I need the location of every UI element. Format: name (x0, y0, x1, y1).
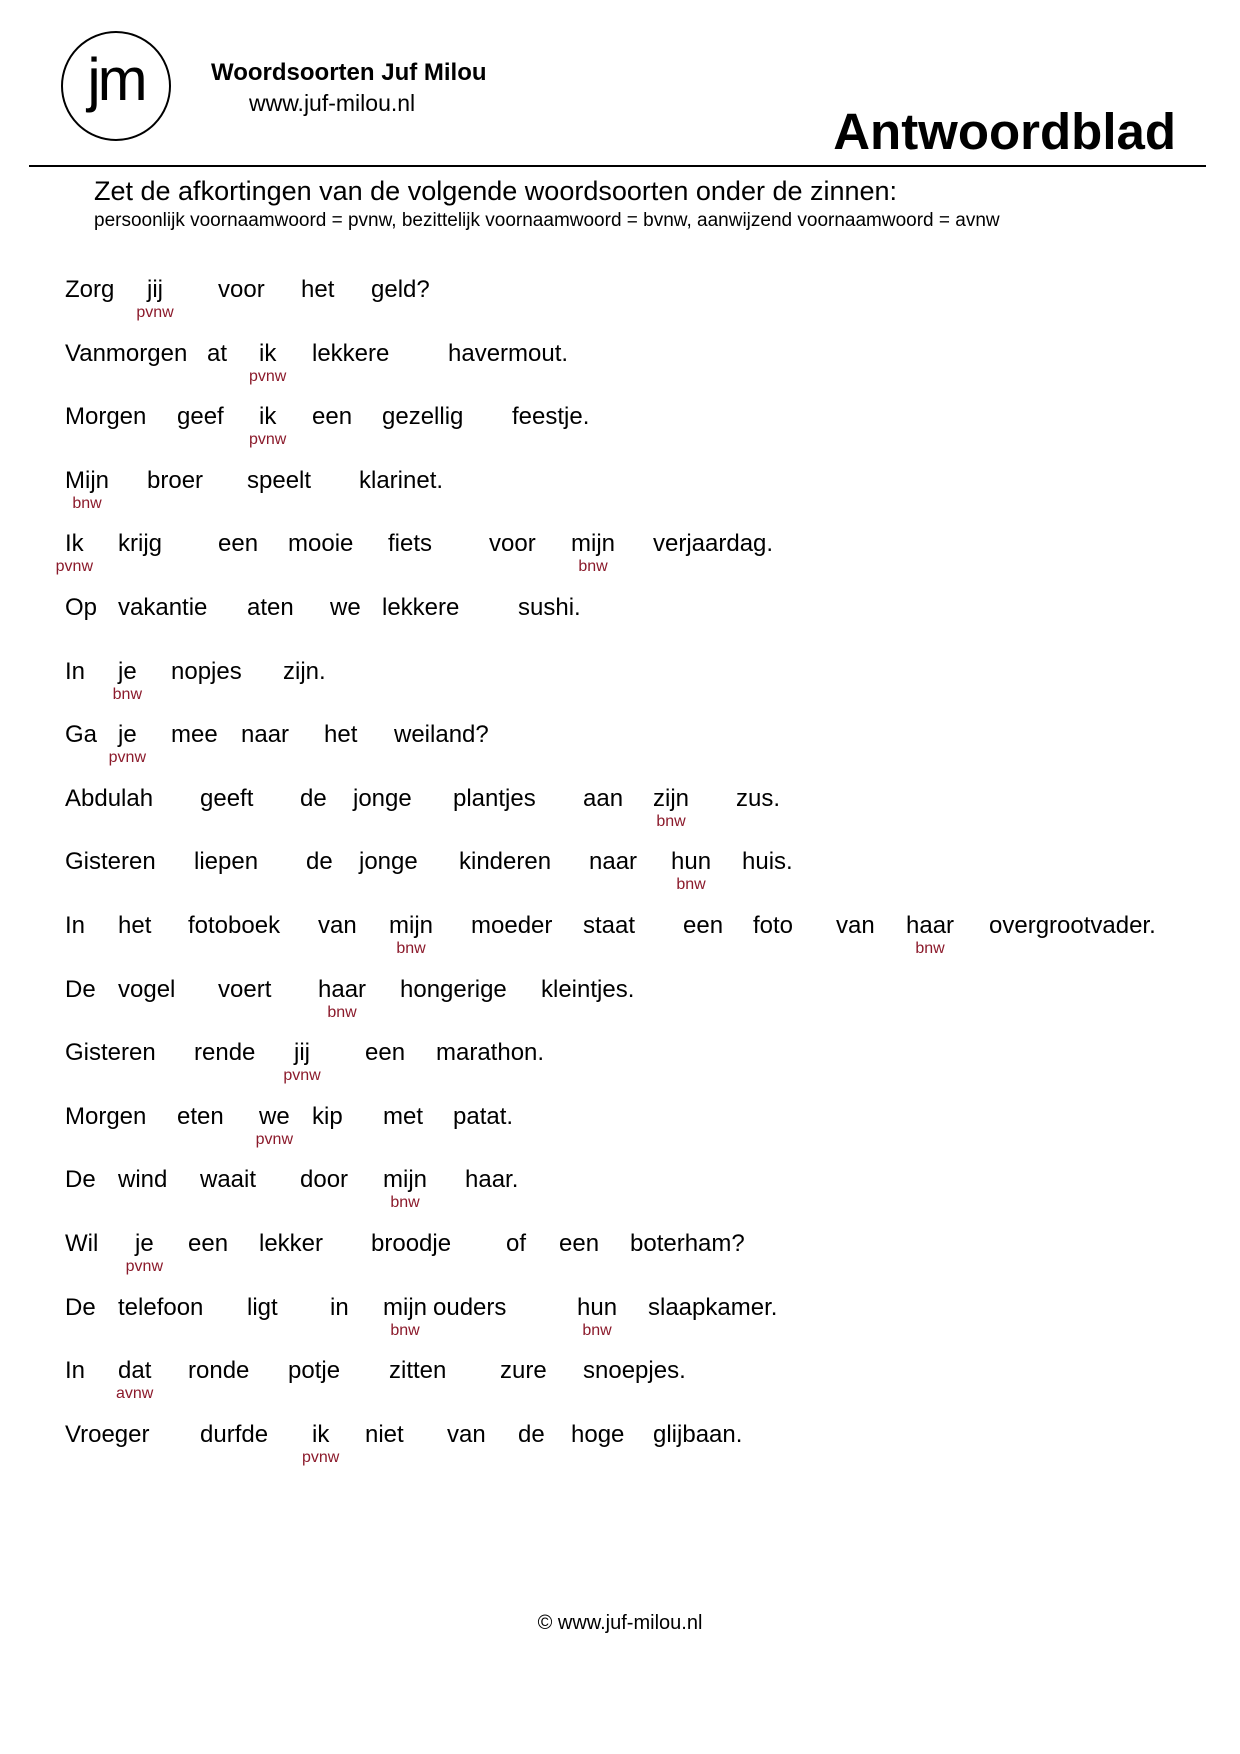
site-url[interactable]: www.juf-milou.nl (249, 90, 416, 116)
sentence-word: de (518, 1420, 545, 1448)
sentence-word: Abdulah (65, 784, 154, 812)
sentence-word: rende (194, 1039, 256, 1067)
sentence-word: je (135, 1230, 154, 1257)
instruction: Zet de afkortingen van de volgende woordsoorten onder de zinnen: (94, 176, 898, 206)
sentence-word: jij (294, 1039, 310, 1067)
sentence-word: geeft (200, 784, 254, 812)
sentence-word: weiland? (394, 721, 489, 749)
answer-label: bnw (656, 812, 686, 830)
sentence-row (0, 1421, 1240, 1477)
answer-label: avnw (116, 1385, 154, 1403)
sentence-word: wind (118, 1166, 168, 1194)
sentence-word: plantjes (453, 784, 536, 812)
sentence-row (0, 658, 1240, 714)
abbreviation-legend: persoonlijk voornaamwoord = pvnw, bezittelijk voornaamwoord = bvnw, aanwijzend voornaamwoord = avnw (94, 210, 1000, 231)
sentence-word: huis. (742, 848, 793, 876)
sentence-word: lekkere (382, 594, 460, 621)
sentence-word: naar (589, 848, 638, 876)
sentence-word: Vroeger (65, 1420, 150, 1448)
sentence-row (0, 912, 1240, 968)
sentence-word: van (836, 912, 875, 939)
sentence-word: De (65, 975, 96, 1003)
sentence-word: aten (247, 594, 294, 621)
sentence-word: slaapkamer. (648, 1293, 778, 1321)
sentence-word: kinderen (459, 848, 552, 876)
sentence-word: een (559, 1230, 600, 1257)
sentence-row (0, 403, 1240, 459)
sentence-word: mee (171, 721, 218, 749)
answer-label: bnw (72, 494, 102, 512)
sentence-row (0, 594, 1240, 650)
sentence-word: lekker (259, 1230, 324, 1257)
sentence-word: broodje (371, 1230, 452, 1257)
sentence-word: jonge (359, 848, 418, 876)
sentence-row (0, 1294, 1240, 1350)
sentence-word: haar (318, 975, 367, 1003)
sentence-word: of (506, 1230, 527, 1257)
answer-label: bnw (578, 558, 608, 576)
sentence-word: Zorg (65, 276, 115, 303)
sentence-word: feestje. (512, 403, 590, 431)
sentence-word: zure (500, 1357, 547, 1385)
sentence-word: ligt (247, 1293, 278, 1321)
sentence-word: ik (259, 403, 277, 431)
sentence-word: ik (312, 1420, 330, 1448)
sentence-word: het (324, 721, 358, 749)
sentence-word: vogel (118, 975, 176, 1003)
sentence-word: fotoboek (188, 912, 281, 939)
sentence-word: van (447, 1420, 486, 1448)
answer-label: bnw (390, 1321, 420, 1339)
sentence-word: foto (753, 912, 794, 939)
sentence-word: een (312, 403, 353, 431)
sentence-word: kleintjes. (541, 975, 635, 1003)
sentence-word: at (207, 339, 228, 367)
sentence-word: lekkere (312, 339, 390, 367)
sentence-row (0, 530, 1240, 586)
sentence-word: fiets (388, 530, 433, 558)
answer-label: pvnw (108, 749, 147, 767)
sentence-word: geef (177, 403, 224, 431)
sentence-word: eten (177, 1102, 224, 1130)
sentence-word: mijn (571, 530, 616, 558)
sentence-word: sushi. (518, 594, 581, 621)
sentence-word: snoepjes. (583, 1357, 686, 1385)
sentence-word: ouders (433, 1293, 507, 1321)
sentence-row (0, 467, 1240, 523)
sentence-word: het (301, 276, 335, 303)
sentence-word: Morgen (65, 403, 147, 431)
sentence-word: Ik (65, 530, 84, 558)
sentence-word: aan (583, 784, 624, 812)
sentence-word: mijn (389, 912, 434, 939)
sentence-word: hongerige (400, 975, 507, 1003)
sentence-word: durfde (200, 1420, 269, 1448)
answer-label: pvnw (255, 1130, 294, 1148)
sentence-word: we (259, 1102, 290, 1130)
answer-label: pvnw (301, 1448, 340, 1466)
sentence-word: in (330, 1293, 349, 1321)
sentence-row (0, 848, 1240, 904)
sentence-word: door (300, 1166, 349, 1194)
sentence-word: je (118, 657, 137, 685)
sentence-word: ronde (188, 1357, 250, 1385)
sentence-word: een (365, 1039, 406, 1067)
sentence-word: een (683, 912, 724, 939)
sentence-word: Gisteren (65, 848, 156, 876)
answer-label: pvnw (283, 1067, 321, 1085)
sentence-word: Mijn (65, 466, 110, 494)
sentence-word: zijn. (283, 657, 326, 685)
sentence-word: telefoon (118, 1293, 204, 1321)
answer-label: bnw (327, 1003, 357, 1021)
sentence-word: In (65, 657, 86, 685)
sentence-word: een (218, 530, 259, 558)
sentence-row (0, 1230, 1240, 1286)
sentence-word: moeder (471, 912, 553, 939)
sentence-word: De (65, 1166, 96, 1194)
answer-label: pvnw (248, 431, 287, 449)
sentence-word: overgrootvader. (989, 912, 1156, 939)
logo (61, 31, 171, 141)
sentence-word: ik (259, 339, 277, 367)
sentence-word: zus. (736, 784, 781, 812)
sentence-word: we (330, 594, 361, 621)
sentence-row (0, 340, 1240, 396)
sentence-word: hoge (571, 1420, 625, 1448)
sentence-word: Gisteren (65, 1039, 156, 1067)
sentence-word: In (65, 912, 86, 939)
logo-text: jm (87, 46, 145, 113)
sentence-word: jonge (353, 784, 412, 812)
sentence-word: vakantie (118, 594, 208, 621)
sentence-word: Vanmorgen (65, 339, 188, 367)
sentence-word: liepen (194, 848, 259, 876)
sentence-word: speelt (247, 466, 312, 494)
sentence-word: zijn (653, 784, 690, 812)
sentence-word: zitten (389, 1357, 447, 1385)
answer-label: pvnw (55, 558, 94, 576)
sentence-word: mooie (288, 530, 354, 558)
sentence-word: mijn (383, 1166, 428, 1194)
sentence-word: broer (147, 466, 204, 494)
sentence-word: jij (147, 276, 163, 303)
answer-label: bnw (915, 940, 945, 957)
sentence-row (0, 1103, 1240, 1159)
sentence-word: verjaardag. (653, 530, 774, 558)
sentence-row (0, 276, 1240, 332)
sentence-word: van (318, 912, 357, 939)
sentence-word: voor (218, 276, 265, 303)
site-title: Woordsoorten Juf Milou (211, 59, 487, 86)
sentence-word: gezellig (382, 403, 464, 431)
sentence-word: met (383, 1102, 424, 1130)
sentence-row (0, 1039, 1240, 1095)
sentence-row (0, 1166, 1240, 1222)
sentence-word: je (118, 721, 137, 749)
sentence-row (0, 721, 1240, 777)
footer-copyright: © www.juf-milou.nl (537, 1612, 703, 1634)
sentence-word: geld? (371, 276, 430, 303)
sentence-word: nopjes (171, 657, 242, 685)
answer-label: bnw (112, 685, 143, 703)
sentence-row (0, 785, 1240, 841)
sentence-word: Wil (65, 1230, 99, 1257)
sentence-word: marathon. (436, 1039, 545, 1067)
header-divider (29, 165, 1206, 167)
sentence-word: havermout. (448, 339, 569, 367)
answer-label: bnw (396, 940, 426, 957)
answer-label: bnw (676, 876, 706, 894)
answer-label: bnw (390, 1194, 420, 1212)
sentence-word: staat (583, 912, 636, 939)
sentence-word: De (65, 1293, 96, 1321)
sentence-row (0, 1357, 1240, 1413)
sentence-word: krijg (118, 530, 163, 558)
sentence-word: Morgen (65, 1102, 147, 1130)
sentence-word: glijbaan. (653, 1420, 743, 1448)
sentence-word: een (188, 1230, 229, 1257)
page-heading: Antwoordblad (833, 103, 1176, 160)
sentence-word: haar. (465, 1166, 519, 1194)
sentence-word: Op (65, 594, 98, 621)
sentence-word: de (306, 848, 333, 876)
sentence-word: voor (489, 530, 536, 558)
sentence-word: hun (577, 1293, 618, 1321)
sentence-word: niet (365, 1420, 404, 1448)
sentence-word: In (65, 1357, 86, 1385)
answer-label: bnw (582, 1321, 612, 1339)
sentence-word: klarinet. (359, 466, 444, 494)
sentence-word: boterham? (630, 1230, 745, 1257)
sentence-word: waait (200, 1166, 257, 1194)
sentence-word: patat. (453, 1102, 514, 1130)
sentence-word: het (118, 912, 152, 939)
sentence-word: naar (241, 721, 290, 749)
sentence-row (0, 976, 1240, 1032)
sentence-word: de (300, 784, 327, 812)
answer-label: pvnw (125, 1258, 164, 1275)
sentence-word: mijn (383, 1293, 428, 1321)
answer-label: pvnw (136, 304, 174, 321)
sentence-word: potje (288, 1357, 341, 1385)
answer-label: pvnw (248, 367, 287, 385)
sentence-word: dat (118, 1357, 152, 1385)
sentence-word: Ga (65, 721, 98, 749)
sentence-word: kip (312, 1102, 343, 1130)
sentence-word: voert (218, 975, 272, 1003)
sentence-word: hun (671, 848, 712, 876)
sentence-word: haar (906, 912, 955, 939)
